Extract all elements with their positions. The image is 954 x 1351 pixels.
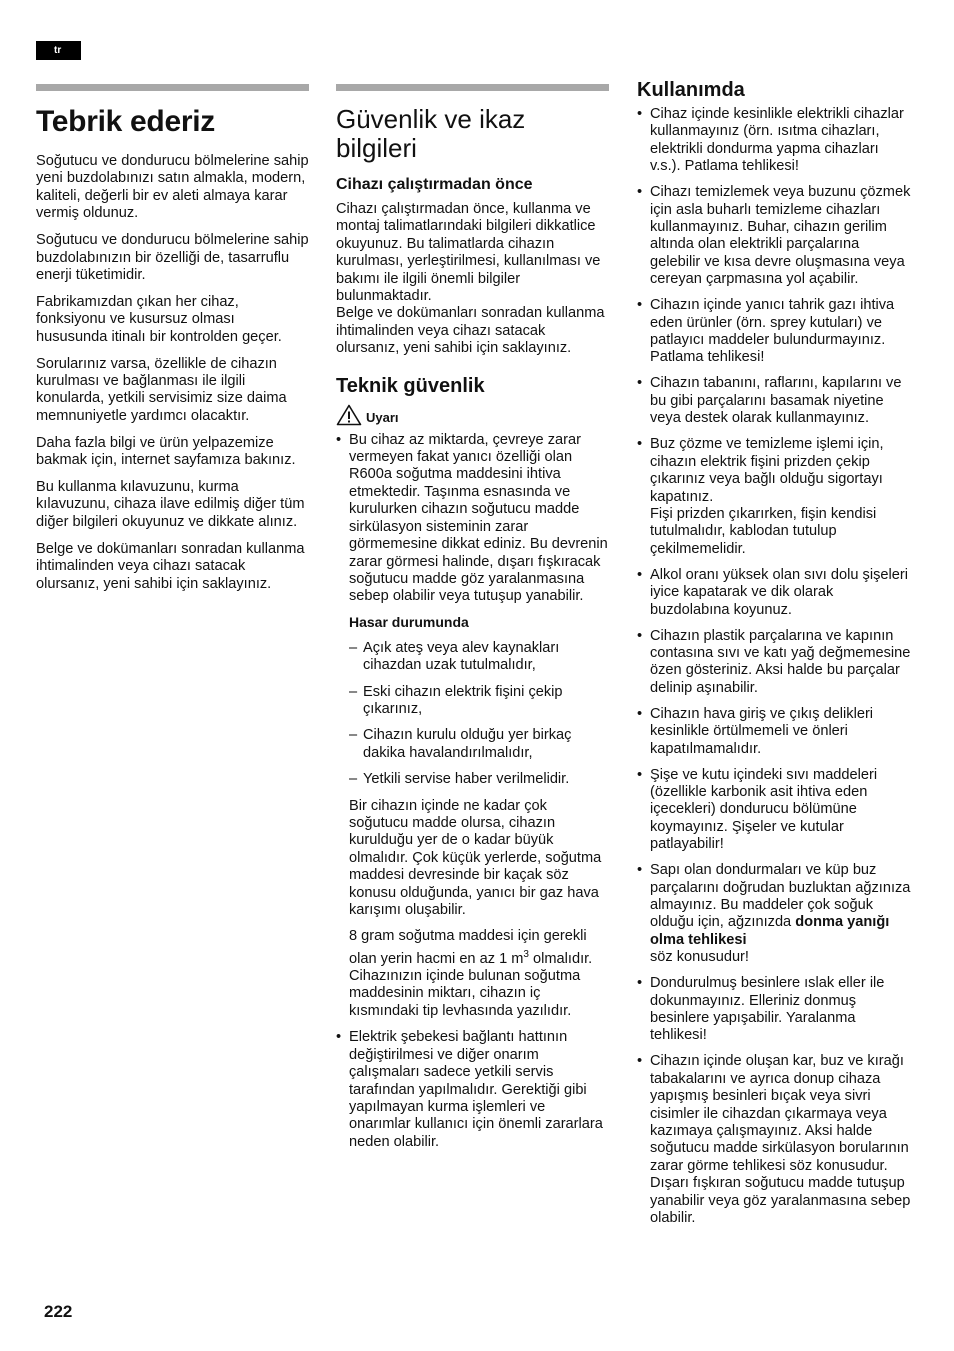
paragraph: Belge ve dokümanları sonradan kullanma ihtimalinden veya cihazı satacak olursanız, yeni sahibi için saklayınız. (336, 305, 605, 357)
text: olmalıdır. Cihazınızın içinde bulunan soğutma maddesinin miktarı, cihazın iç kısmındaki tip levhasında yazılıdır. (349, 950, 593, 1019)
paragraph (349, 928, 609, 1020)
dash-item: – Eski cihazın elektrik fişini çekip çıkarınız, (349, 684, 609, 719)
warning-triangle-icon (336, 404, 362, 426)
paragraph: Bu kullanma kılavuzunu, kurma kılavuzunu, cihaza ilave edilmiş diğer tüm diğer bilgileri okuyunuz ve dikkate alınız. (36, 479, 305, 530)
list-item: • Cihazın hava giriş ve çıkış delikleri kesinlikle örtülmemeli ve önleri kapatılmamalıdır. (637, 706, 913, 758)
paragraph: Daha fazla bilgi ve ürün yelpazemize bakmak için, internet sayfamıza bakınız. (36, 434, 296, 469)
warning-heading (336, 404, 609, 426)
paragraph: Soğutucu ve dondurucu bölmelerine sahip buzdolabınızın bir özelliği de, tasarruflu enerji tüketimidir. (36, 232, 309, 283)
list-item: • Alkol oranı yüksek olan sıvı dolu şişeleri iyice kapatarak ve dik olarak buzdolabına koyunuz. (637, 567, 913, 619)
paragraph: Belge ve dokümanları sonradan kullanma ihtimalinden veya cihazı satacak olursanız, yeni sahibi için saklayınız. (36, 540, 305, 592)
paragraph: Fabrikamızdan çıkan her cihaz, fonksiyonu ve kusursuz olması hususunda itinalı bir kontrolden geçer. (36, 293, 282, 345)
list-item-text: söz konusudur! (650, 949, 749, 966)
safety-list (336, 432, 609, 1151)
list-item: • Cihazı temizlemek veya buzunu çözmek için asla buharlı temizleme cihazları kullanmayınız. Buhar, cihazın gerilim altında olan elektrikli parçalarına gelebilir ve kısa devre oluşmasına veya cereyan çarpmasına yol açabilir. (637, 184, 913, 288)
section-title: Güvenlik ve ikaz bilgileri (336, 104, 526, 163)
column-safety (336, 84, 609, 1160)
in-use-list (637, 106, 913, 1228)
superscript: 3 (523, 948, 529, 960)
list-item (637, 862, 913, 966)
subsection-title: Teknik güvenlik (336, 374, 485, 397)
damage-list (349, 640, 609, 789)
paragraph: Bir cihazın içinde ne kadar çok soğutucu madde olursa, cihazın kurulduğu yer de o kadar büyük olmalıdır. Çok küçük yerlerde, soğutma maddesi devresinde bir kaçak söz konusu olduğunda, yanıcı bir gaz hava karışımı oluşabilir. (349, 797, 602, 918)
list-item-text: Buz çözme ve temizleme işlemi için, cihazın elektrik fişini prizden çekip çıkarınız veya bağlı olduğu sigortayı kapatınız. (650, 436, 884, 505)
damage-block (349, 614, 609, 1021)
column-in-use (637, 78, 913, 1236)
list-item: • Cihazın plastik parçalarına ve kapının contasına sıvı ve katı yağ değmemesine özen gösteriniz. Aksi halde bu parçalar delinip aşınabilir. (637, 628, 913, 698)
paragraph: Soğutucu ve dondurucu bölmelerine sahip yeni buzdolabınızı satın almakla, modern, kaliteli, değerli bir ev aleti almaya karar vermiş oldunuz. (36, 153, 309, 222)
list-item-text: Sapı olan dondurmaları ve küp buz parçalarını doğrudan buzluktan ağzınıza almayınız. Bu maddeler çok soğuk olduğu için, ağzınızda (650, 862, 911, 931)
warning-label: Uyarı (366, 410, 399, 426)
section-rule (36, 84, 309, 91)
dash-item: – Açık ateş veya alev kaynakları cihazdan uzak tutulmalıdır, (349, 640, 609, 675)
list-item: • Cihazın içinde oluşan kar, buz ve kırağı tabakalarını ve ayrıca donup cihaza yapışmış besinleri bıçak veya sivri cisimler ile cihazdan çıkarmaya veya kazımaya çalışmayınız. Aksi halde soğutucu madde sirkülasyon borularının zarar görme tehlikesi söz konusudur. Dışarı fışkıran soğutucu madde tutuşup yanabilir veya göz yaralanmasına sebep olabilir. (637, 1053, 913, 1227)
list-item-text: Bu cihaz az miktarda, çevreye zarar vermeyen fakat yanıcı özelliği olan R600a soğutma maddesini ihtiva etmektedir. Taşınma esnasında ve kurulurken cihazın soğutucu madde sirkülasyon sisteminin zarar görmemesine dikkat ediniz. Bu devrenin zarar görmesi halinde, dışarı fışkıracak soğutucu madde göz yaralanmasına sebep olabilir veya tutuşup yanabilir. (349, 431, 608, 605)
damage-title: Hasar durumunda (349, 613, 469, 630)
list-item: • Cihazın tabanını, raflarını, kapılarını ve bu gibi parçalarını basamak niyetine veya destek olarak kullanmayınız. (637, 375, 913, 427)
paragraph: Cihazı çalıştırmadan önce, kullanma ve montaj talimatlarındaki bilgileri dikkatlice okuyunuz. Bu talimatlarda cihazın kurulması, yerleştirilmesi, kullanılması ve bakımı ile ilgili önemli bilgiler bulunmaktadır. (336, 201, 601, 305)
paragraph: Sorularınız varsa, özellikle de cihazın kurulması ve bağlanması ile ilgili konularda, yetkili servisimiz size daima memnuniyetle yardımcı olacaktır. (36, 355, 287, 424)
column-congratulations (36, 84, 309, 602)
list-item-text: Fişi prizden çıkarırken, fişin kendisi tutulmalıdır, kablodan tutulup çekilmemelidir. (650, 505, 877, 557)
dash-item: – Cihazın kurulu olduğu yer birkaç dakika havalandırılmalıdır, (349, 727, 609, 762)
list-item: • Şişe ve kutu içindeki sıvı maddeleri (özellikle karbonik asit ihtiva eden içecekleri) dondurucu bölümüne koymayınız. Şişeler ve kutular patlayabilir! (637, 767, 913, 854)
text: 8 gram soğutma maddesi için gerekli olan yerin hacmi en az 1 m (349, 928, 587, 967)
dash-item: – Yetkili servise haber verilmelidir. (349, 771, 609, 788)
list-item: • Dondurulmuş besinlere ıslak eller ile dokunmayınız. Elleriniz donmuş besinlere yapışabilir. Yaralanma tehlikesi! (637, 975, 913, 1045)
language-tab: tr (36, 41, 81, 60)
page-title: Tebrik ederiz (36, 105, 215, 138)
list-item: • Cihazın içinde yanıcı tahrik gazı ihtiva eden ürünler (örn. sprey kutuları) ve patlayıcı maddeler bulundurmayınız. Patlama tehlikesi! (637, 297, 913, 367)
section-title: Kullanımda (637, 79, 745, 101)
section-rule (336, 84, 609, 91)
list-item: • Cihaz içinde kesinlikle elektrikli cihazlar kullanmayınız (örn. ısıtma cihazları, elektrikli dondurma yapma cihazları v.s.). Patlama tehlikesi! (637, 106, 913, 176)
subsection-title: Cihazı çalıştırmadan önce (336, 176, 533, 193)
page-number: 222 (44, 1302, 73, 1321)
emphasis-text: donma yanığı olma tehlikesi (650, 914, 890, 948)
list-item (637, 436, 913, 558)
list-item: • Elektrik şebekesi bağlantı hattının değiştirilmesi ve diğer onarım çalışmaları sadece yetkili servis tarafından yapılmalıdır. Gerektiği gibi yapılmayan kurma işlemleri ve onarımlar kullanıcı için önemli zararlara neden olabilir. (336, 1029, 609, 1151)
list-item (336, 432, 609, 1021)
